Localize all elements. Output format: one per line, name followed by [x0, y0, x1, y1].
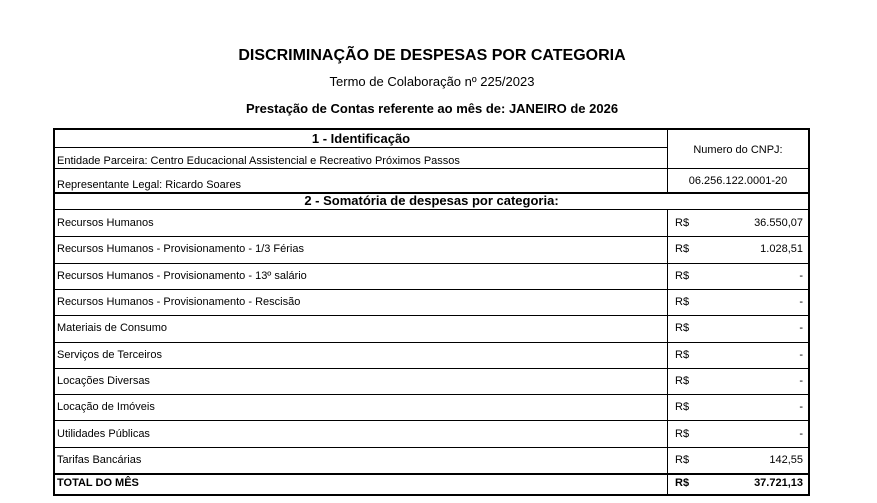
grid-line — [55, 420, 808, 421]
currency-symbol: R$ — [675, 296, 690, 309]
expense-value: 142,55 — [769, 453, 803, 466]
legal-representative: Representante Legal: Ricardo Soares — [57, 179, 242, 191]
currency-symbol: R$ — [675, 401, 690, 414]
expense-category: Locação de Imóveis — [57, 401, 155, 414]
expense-value: 1.028,51 — [760, 243, 803, 256]
expense-category: Locações Diversas — [57, 374, 150, 387]
expense-category: Materiais de Consumo — [57, 322, 168, 335]
currency-symbol: R$ — [675, 453, 690, 466]
total-label: TOTAL DO MÊS — [57, 477, 139, 489]
currency-symbol: R$ — [675, 269, 690, 282]
currency-symbol: R$ — [675, 243, 690, 256]
expense-category: Utilidades Públicas — [57, 427, 150, 440]
grid-line — [55, 315, 808, 316]
grid-line — [55, 236, 808, 237]
reporting-period: Prestação de Contas referente ao mês de: JANEIRO de 2026 — [245, 101, 619, 116]
grid-line — [55, 168, 808, 169]
currency-symbol: R$ — [675, 348, 690, 361]
cnpj-value: 06.256.122.0001-20 — [688, 175, 788, 187]
grid-line — [55, 263, 808, 264]
expense-value: - — [799, 401, 803, 414]
currency-symbol: R$ — [675, 427, 690, 440]
grid-line — [55, 368, 808, 369]
expense-category: Serviços de Terceiros — [57, 348, 162, 361]
expense-value: - — [799, 296, 803, 309]
column-divider — [667, 210, 668, 494]
page-title: DISCRIMINAÇÃO DE DESPESAS POR CATEGORIA — [238, 47, 626, 64]
expense-category: Recursos Humanos - Provisionamento - 1/3 Férias — [57, 243, 304, 256]
expense-value: 36.550,07 — [754, 217, 803, 230]
section-identification-title: 1 - Identificação — [311, 131, 411, 146]
grid-line — [55, 209, 808, 210]
grid-line — [55, 394, 808, 395]
expense-value: - — [799, 374, 803, 387]
expense-category: Recursos Humanos - Provisionamento - 13º salário — [57, 269, 307, 282]
expense-category: Recursos Humanos — [57, 217, 154, 230]
section-expenses-title: 2 - Somatória de despesas por categoria: — [304, 193, 559, 208]
agreement-number: Termo de Colaboração nº 225/2023 — [329, 74, 535, 89]
grid-line — [55, 342, 808, 343]
grid-line — [55, 447, 808, 448]
expense-value: - — [799, 427, 803, 440]
expense-value: - — [799, 348, 803, 361]
expense-category: Recursos Humanos - Provisionamento - Rescisão — [57, 296, 301, 309]
partner-entity: Entidade Parceira: Centro Educacional Assistencial e Recreativo Próximos Passos — [57, 155, 460, 167]
expense-category: Tarifas Bancárias — [57, 453, 142, 466]
cnpj-label: Numero do CNPJ: — [693, 144, 783, 156]
grid-line — [55, 147, 667, 148]
expense-value: - — [799, 269, 803, 282]
grid-line — [55, 289, 808, 290]
currency-symbol: R$ — [675, 477, 690, 489]
expense-value: - — [799, 322, 803, 335]
column-divider — [667, 130, 668, 192]
expense-sheet — [53, 128, 810, 496]
currency-symbol: R$ — [675, 322, 690, 335]
currency-symbol: R$ — [675, 374, 690, 387]
total-value: 37.721,13 — [754, 477, 803, 489]
currency-symbol: R$ — [675, 217, 690, 230]
grid-line — [55, 473, 808, 475]
